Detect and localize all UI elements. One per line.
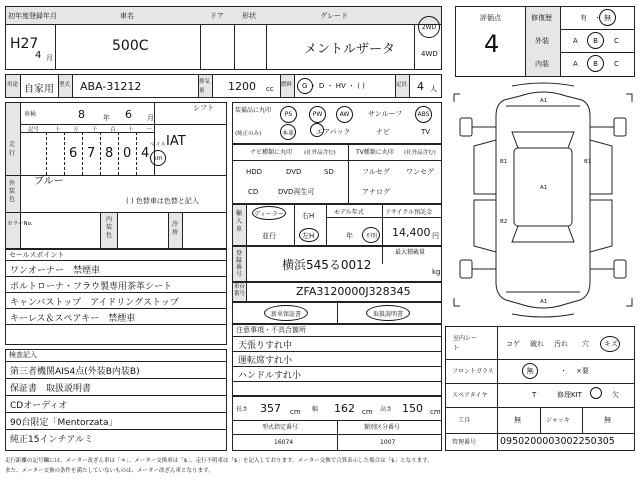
windshield-replaced: ×要 — [576, 367, 589, 375]
navi-cd: CD — [248, 188, 259, 196]
sales-point-line: キーレス＆スペアキー 禁煙車 — [10, 314, 136, 324]
tools-label: 工具 — [458, 417, 471, 424]
score-label: 評価点 — [480, 14, 501, 22]
seat-tear: 破れ — [530, 340, 544, 348]
repair-yes: 有 — [580, 14, 587, 22]
navi-dvd: DVD — [286, 168, 302, 176]
shape-label: 形状 — [242, 12, 256, 20]
equip-leather: 本革 — [281, 129, 294, 137]
spare-t: T — [532, 391, 537, 399]
shift-value: IAT — [166, 134, 186, 149]
footer-line-2: また、メーター交換の条件を満たしていないものは、メーター改ざん車となります。 — [5, 468, 214, 474]
caution-label: 注意事項・不具合箇所 — [236, 326, 306, 334]
interior-color-label: 内装色 — [106, 216, 113, 239]
mileage-digit-10: 0 — [123, 146, 132, 161]
mileage-digit-10k: 6 — [69, 146, 78, 161]
jack-label: ジャッキ — [546, 417, 570, 424]
windshield-none-circle — [522, 363, 538, 379]
inspector-notes-label: 検査記入 — [9, 351, 37, 359]
capacity-value: 4 — [417, 80, 424, 93]
repair-label: 修復歴 — [531, 14, 552, 22]
interior-c: C — [614, 60, 619, 68]
height-unit: cm — [430, 408, 441, 416]
color-no-label: カラーNo. — [7, 221, 33, 227]
width-unit: cm — [362, 408, 373, 416]
inspection-month: 6 — [125, 108, 132, 121]
chassis-label: 車台番号 — [234, 284, 246, 297]
import-label: 輸入車 — [236, 210, 243, 233]
seat-scratch-circle — [600, 336, 620, 352]
tv-sub: (社外品含む) — [404, 150, 436, 156]
import-dealer-circle — [252, 206, 286, 220]
inspection-year-unit: 年 — [103, 114, 110, 122]
tools-value: 無 — [514, 416, 521, 424]
seat-hole: 穴 — [582, 340, 589, 348]
mileage-digit-1k: 7 — [87, 146, 96, 161]
model-year-year: 年 — [346, 232, 353, 240]
tv-analog: アナログ — [362, 188, 390, 196]
length-label: 長さ — [236, 406, 249, 413]
exterior-label: 外装 — [535, 37, 549, 45]
recycle-label: リサイクル預託金 — [385, 209, 433, 216]
equip-aw: AW — [339, 111, 350, 118]
capacity-label: 定員 — [396, 82, 408, 88]
footer-line-1: 走行距離の記号欄には、メーター改ざん車は「＊」、メーター交換車は「$」、走行不明車は「$」を記入しております。メーター交換で合算表示した場合は「$」となります。 — [5, 458, 433, 464]
equip-pw-circle — [309, 106, 326, 123]
repair-no-circle — [599, 9, 616, 26]
sales-point-line: ポルトローナ・フラウ製専用茶革シート — [10, 282, 173, 292]
place-label-100: 百 — [110, 127, 116, 133]
equip-ps: PS — [284, 111, 293, 118]
inspector-note-line: 純正15インチアルミ — [10, 435, 94, 445]
mileage-digit-1: 4 — [141, 146, 150, 161]
diagram-label-b2: B2 — [500, 219, 508, 225]
interior-b-circle — [587, 55, 604, 72]
sales-point-line: キャンバストップ アイドリングストップ — [10, 298, 179, 308]
equip-airbag-circle — [310, 123, 324, 137]
exterior-c: C — [614, 37, 619, 45]
equipment-sub-label: (純正のみ) — [235, 131, 262, 137]
place-label-10: 十 — [128, 127, 134, 133]
purpose-value: 自家用 — [24, 84, 54, 95]
model-year-label: モデル年式 — [334, 209, 364, 216]
inspection-month-unit: 月 — [147, 114, 154, 122]
jack-value: 無 — [604, 416, 611, 424]
unit-km: km — [153, 154, 163, 162]
equip-airbag: エアバック — [316, 128, 351, 136]
drive-4wd: 4WD — [421, 50, 438, 58]
caution-line: ハンドルすれ小 — [238, 371, 302, 381]
diagram-label-b1-left: B1 — [500, 159, 508, 165]
spare-kit-circle — [590, 387, 602, 399]
inspector-note-line: 90台限定「Mentorzata」 — [10, 418, 118, 428]
inspector-note-line: 保証書 取扱説明書 — [10, 384, 92, 394]
width-label: 幅 — [312, 406, 319, 413]
repair-no: 無 — [604, 13, 611, 22]
capacity-unit: 人 — [430, 85, 437, 93]
diagram-label-b1-right: B1 — [584, 159, 592, 165]
unit-mile: マイル — [150, 142, 167, 148]
windshield-label: フロントガラス — [452, 368, 494, 375]
import-parallel: 並行 — [262, 232, 276, 240]
import-right-hand: 右H — [302, 212, 315, 220]
model-year-unknown: 不明 — [364, 232, 377, 240]
equipment-label: 装備品に丸印 — [235, 107, 272, 114]
place-label-100k: 十 — [55, 127, 61, 133]
recycle-value: 14,400 — [392, 226, 431, 239]
month-unit: 月 — [46, 54, 53, 62]
warranty-manual: 取扱説明書 — [372, 310, 403, 318]
height-value: 150 — [402, 402, 423, 415]
caution-line: 運転席すれ小 — [238, 356, 293, 366]
displacement-value: 1200 — [228, 80, 256, 93]
navi-dvd-play: DVD再生可 — [278, 188, 315, 196]
interior-a: A — [573, 60, 578, 68]
windshield-none: 無 — [526, 367, 534, 375]
mileage-digit-100: 8 — [105, 146, 114, 161]
color-label: 外装色 — [9, 180, 16, 203]
drive-2wd: 2WD — [421, 23, 437, 31]
sales-points-label: セールスポイント — [9, 251, 65, 259]
mgmt-value: 0950200003002250305 — [500, 436, 615, 447]
tv-fullseg: フルセグ — [362, 168, 390, 176]
length-value: 357 — [260, 402, 281, 415]
spare-kit: 修理KIT — [557, 391, 582, 399]
type-no-label: 型式指定番号 — [262, 424, 299, 431]
equip-aw-circle — [336, 106, 353, 123]
grade-label: グレード — [320, 12, 348, 20]
displacement-label: 排気量 — [199, 79, 211, 94]
navi-sd: SD — [324, 168, 334, 176]
equip-ps-circle — [280, 106, 297, 123]
first-reg-label: 初年度登録年月 — [8, 12, 57, 20]
fuel-options: G ・ D ・ HV ・ ( ) — [302, 82, 365, 90]
car-damage-diagram — [450, 82, 636, 322]
door-label: ドア — [210, 12, 224, 20]
navi-label: ナビ種類に丸印 — [250, 149, 293, 156]
model-label: 型式 — [59, 82, 71, 88]
mileage-label: 走行 — [9, 141, 16, 157]
drive-2wd-circle — [418, 16, 440, 38]
exterior-b-circle — [587, 32, 604, 49]
plate-value: 横浜545る0012 — [282, 258, 372, 272]
type-no-value: 16074 — [274, 439, 294, 446]
first-reg-year: H27 — [10, 36, 39, 52]
exterior-a: A — [573, 37, 578, 45]
first-reg-month: 4 — [35, 50, 42, 61]
interior-label: 内装 — [535, 60, 549, 68]
max-load-label: 最大積載量 — [395, 249, 426, 256]
purpose-label: 用途 — [7, 82, 19, 88]
spare-label: スペアタイヤ — [452, 392, 488, 399]
score-value: 4 — [484, 30, 500, 58]
sales-point-line: ワンオーナー 禁煙車 — [10, 266, 101, 276]
windshield-dot: ・ — [560, 367, 567, 375]
place-label-1k: 千 — [92, 127, 98, 133]
grade-value: メントルザータ — [304, 42, 396, 57]
car-name-label: 車名 — [120, 12, 134, 20]
import-dealer: ディーラー — [254, 210, 284, 218]
repair-sep: ・ — [594, 14, 601, 22]
equip-abs-circle — [415, 106, 432, 123]
unit-km-circle — [150, 150, 166, 166]
coolant-label: 冷房 — [172, 221, 179, 236]
inspection-label: 車検 — [24, 111, 37, 118]
warranty-new-car: 新車保証書 — [270, 310, 301, 318]
import-left-circle — [299, 228, 319, 242]
equip-pw: PW — [312, 111, 323, 118]
seat-burn: コゲ — [506, 340, 520, 348]
fuel-label: 燃料 — [281, 82, 293, 88]
diagram-label-a1-bottom: A1 — [540, 299, 548, 305]
mgmt-label: 管理番号 — [452, 439, 477, 446]
caution-line: 天張りすれ中 — [238, 341, 293, 351]
place-label-1: 一 — [146, 127, 152, 133]
place-label-10k: 万 — [73, 127, 79, 133]
chassis-value: ZFA3120000J328345 — [296, 285, 411, 298]
tv-label: TV種類に丸印 — [356, 149, 394, 156]
navi-hdd: HDD — [246, 168, 263, 176]
seat-scratch: キズ — [604, 340, 618, 348]
equip-navi: ナビ — [376, 128, 390, 136]
equip-abs: ABS — [417, 111, 430, 118]
plate-label: 登録番号 — [236, 250, 243, 278]
diagram-label-a1-top: A1 — [540, 98, 548, 104]
equip-tv: TV — [421, 128, 431, 136]
import-left-hand: 左H — [302, 232, 315, 240]
class-no-value: 1007 — [380, 439, 396, 446]
equip-sunroof: サンルーフ — [368, 110, 403, 118]
inspector-note-line: CDオーディオ — [10, 401, 68, 411]
spare-none: 欠 — [612, 391, 619, 399]
height-label: 高さ — [380, 406, 393, 413]
seat-stain: 汚れ — [554, 340, 568, 348]
model-value: ABA-31212 — [80, 80, 142, 93]
place-label-symbol: 記号 — [28, 127, 40, 133]
car-name-value: 500C — [112, 38, 149, 54]
max-load-unit: kg — [432, 268, 441, 276]
color-value: ブルー — [34, 176, 64, 187]
width-value: 162 — [334, 402, 355, 415]
displacement-unit: cc — [266, 85, 274, 93]
length-unit: cm — [290, 408, 301, 416]
equip-leather-circle — [280, 124, 296, 140]
recycle-unit: 円 — [432, 232, 439, 240]
diagram-label-a1-mid: A1 — [540, 185, 548, 191]
interior-b: B — [593, 59, 598, 68]
warranty-new-circle — [264, 305, 308, 321]
navi-sub: (社外品含む) — [304, 150, 336, 156]
exterior-b: B — [593, 36, 598, 45]
shift-label: シフト — [193, 104, 214, 112]
tv-oneseg: ワンセグ — [406, 168, 434, 176]
color-note: ( ) 色替車は色替と記入 — [126, 197, 199, 205]
inspection-year: 8 — [78, 108, 85, 121]
inspector-note-line: 第三者機関AIS4点(外装B内装B) — [10, 367, 140, 377]
seat-label: 室内シート — [453, 335, 478, 352]
class-no-label: 類別区分番号 — [364, 424, 401, 431]
model-year-unknown-circle — [362, 227, 380, 243]
warranty-manual-circle — [366, 305, 410, 321]
